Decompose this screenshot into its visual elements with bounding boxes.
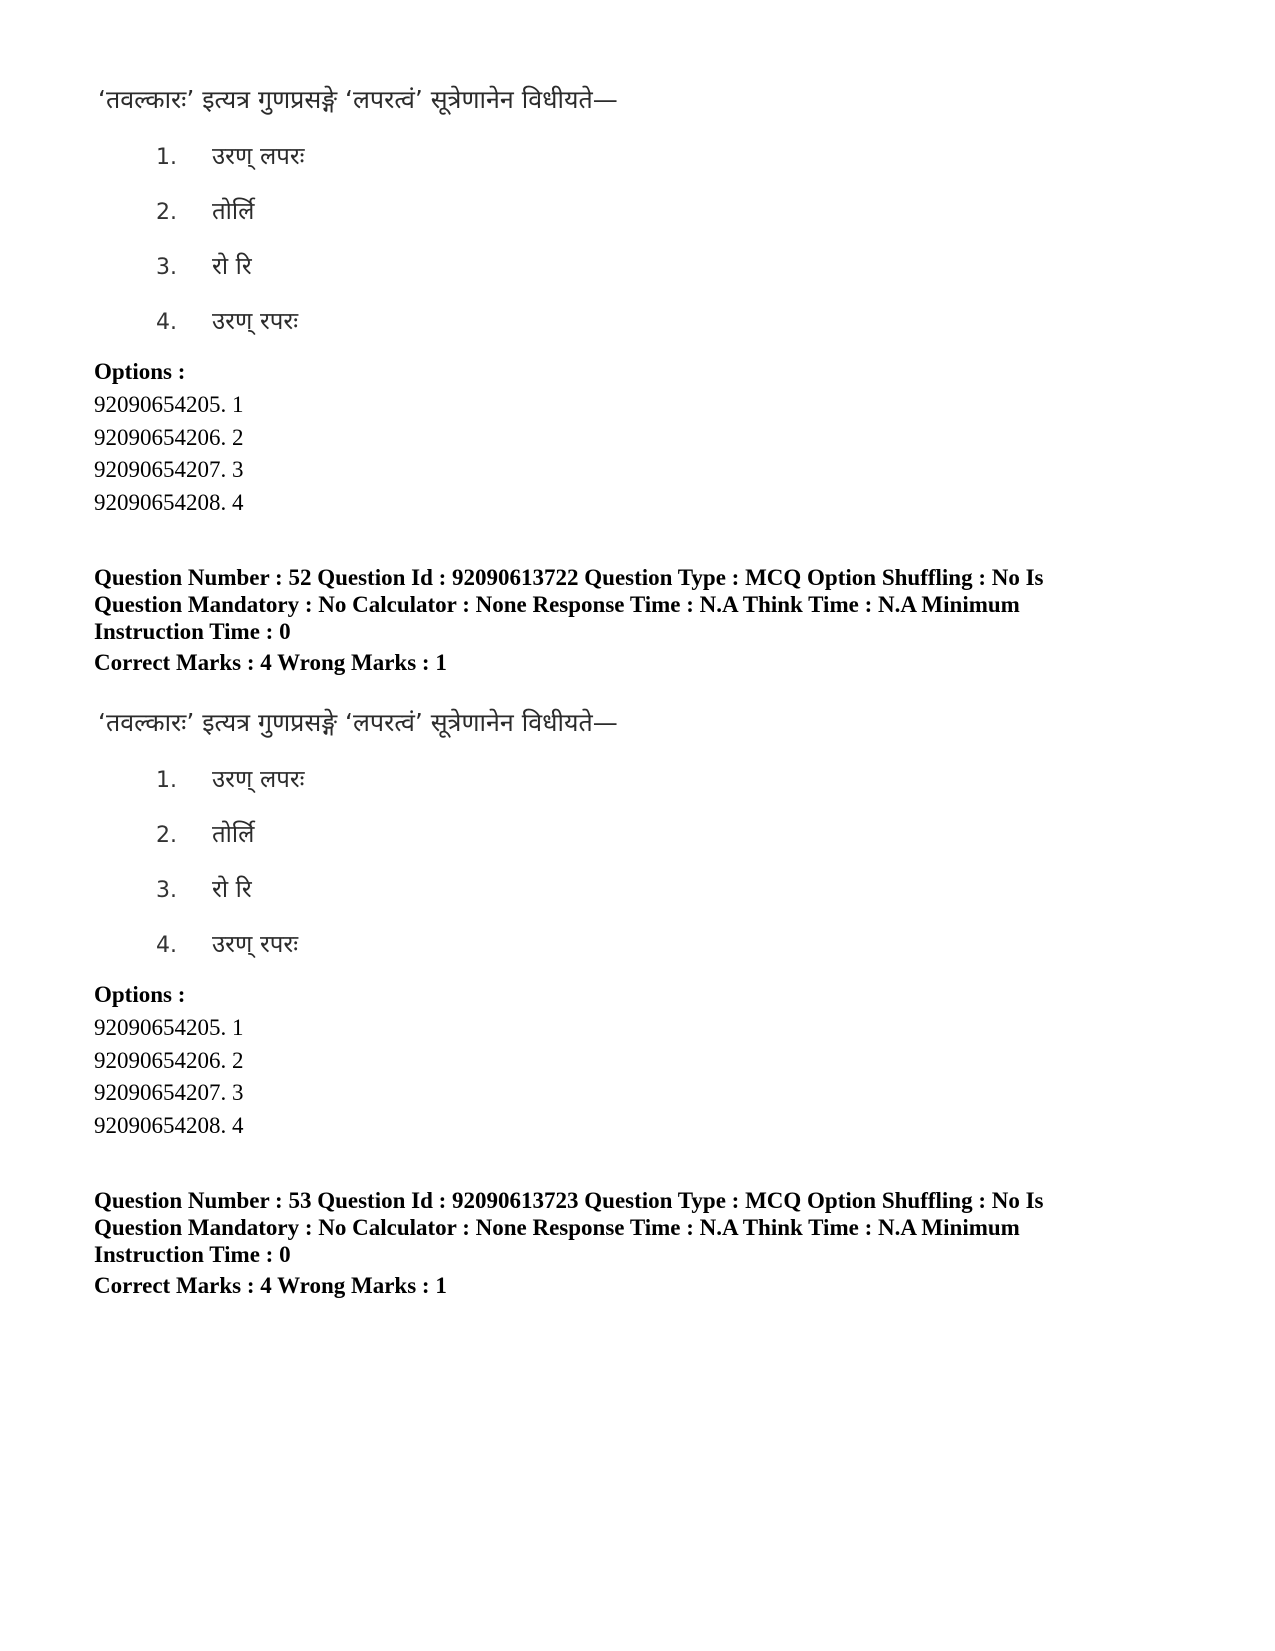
question-choice bbox=[156, 762, 305, 795]
question-meta-line: Question Mandatory : No Calculator : None Response Time : N.A Think Time : N.A Minimum bbox=[94, 1215, 1020, 1240]
choice-number: 4. bbox=[156, 310, 177, 335]
options-label: Options : bbox=[94, 359, 186, 384]
options-label: Options : bbox=[94, 982, 186, 1007]
question-choice bbox=[156, 872, 252, 905]
question-meta bbox=[94, 564, 1194, 645]
option-line: 92090654206. 2 bbox=[94, 425, 244, 450]
question-image bbox=[94, 705, 694, 975]
option-line: 92090654207. 3 bbox=[94, 457, 244, 482]
question-choice bbox=[156, 817, 254, 850]
question-choice bbox=[156, 249, 252, 282]
question-choice bbox=[156, 304, 298, 337]
choice-number: 2. bbox=[156, 823, 177, 848]
question-stem: ‘तवल्कारः’ इत्यत्र गुणप्रसङ्गे ‘लपरत्वं’ सूत्रेणानेन विधीयते— bbox=[98, 85, 618, 114]
option-line: 92090654207. 3 bbox=[94, 1080, 244, 1105]
question-choice bbox=[156, 194, 254, 227]
choice-text: तोर्लि bbox=[212, 197, 255, 225]
question-stem: ‘तवल्कारः’ इत्यत्र गुणप्रसङ्गे ‘लपरत्वं’ सूत्रेणानेन विधीयते— bbox=[98, 708, 618, 737]
choice-number: 1. bbox=[156, 768, 177, 793]
option-line: 92090654205. 1 bbox=[94, 1015, 244, 1040]
choice-text: उरण् लपरः bbox=[212, 142, 305, 170]
choice-number: 3. bbox=[156, 255, 177, 280]
choice-number: 2. bbox=[156, 200, 177, 225]
option-line: 92090654205. 1 bbox=[94, 392, 244, 417]
choice-text: उरण् रपरः bbox=[212, 307, 299, 335]
choice-text: उरण् रपरः bbox=[212, 930, 299, 958]
choice-number: 1. bbox=[156, 145, 177, 170]
choice-text: तोर्लि bbox=[212, 820, 255, 848]
choice-number: 3. bbox=[156, 878, 177, 903]
option-line: 92090654208. 4 bbox=[94, 490, 244, 515]
question-meta-line: Question Mandatory : No Calculator : None Response Time : N.A Think Time : N.A Minimum bbox=[94, 592, 1020, 617]
choice-text: उरण् लपरः bbox=[212, 765, 305, 793]
question-marks: Correct Marks : 4 Wrong Marks : 1 bbox=[94, 650, 447, 675]
question-meta-line: Instruction Time : 0 bbox=[94, 1242, 291, 1267]
question-choice bbox=[156, 927, 298, 960]
question-meta-line: Question Number : 52 Question Id : 92090613722 Question Type : MCQ Option Shuffling : No Is bbox=[94, 565, 1044, 590]
choice-text: रो रि bbox=[212, 252, 252, 280]
question-meta-line: Question Number : 53 Question Id : 92090613723 Question Type : MCQ Option Shuffling : No Is bbox=[94, 1188, 1044, 1213]
choice-number: 4. bbox=[156, 933, 177, 958]
question-marks: Correct Marks : 4 Wrong Marks : 1 bbox=[94, 1273, 447, 1298]
question-choice bbox=[156, 139, 305, 172]
choice-text: रो रि bbox=[212, 875, 252, 903]
option-line: 92090654206. 2 bbox=[94, 1048, 244, 1073]
question-image bbox=[94, 82, 694, 352]
option-line: 92090654208. 4 bbox=[94, 1113, 244, 1138]
question-meta bbox=[94, 1187, 1194, 1268]
question-meta-line: Instruction Time : 0 bbox=[94, 619, 291, 644]
